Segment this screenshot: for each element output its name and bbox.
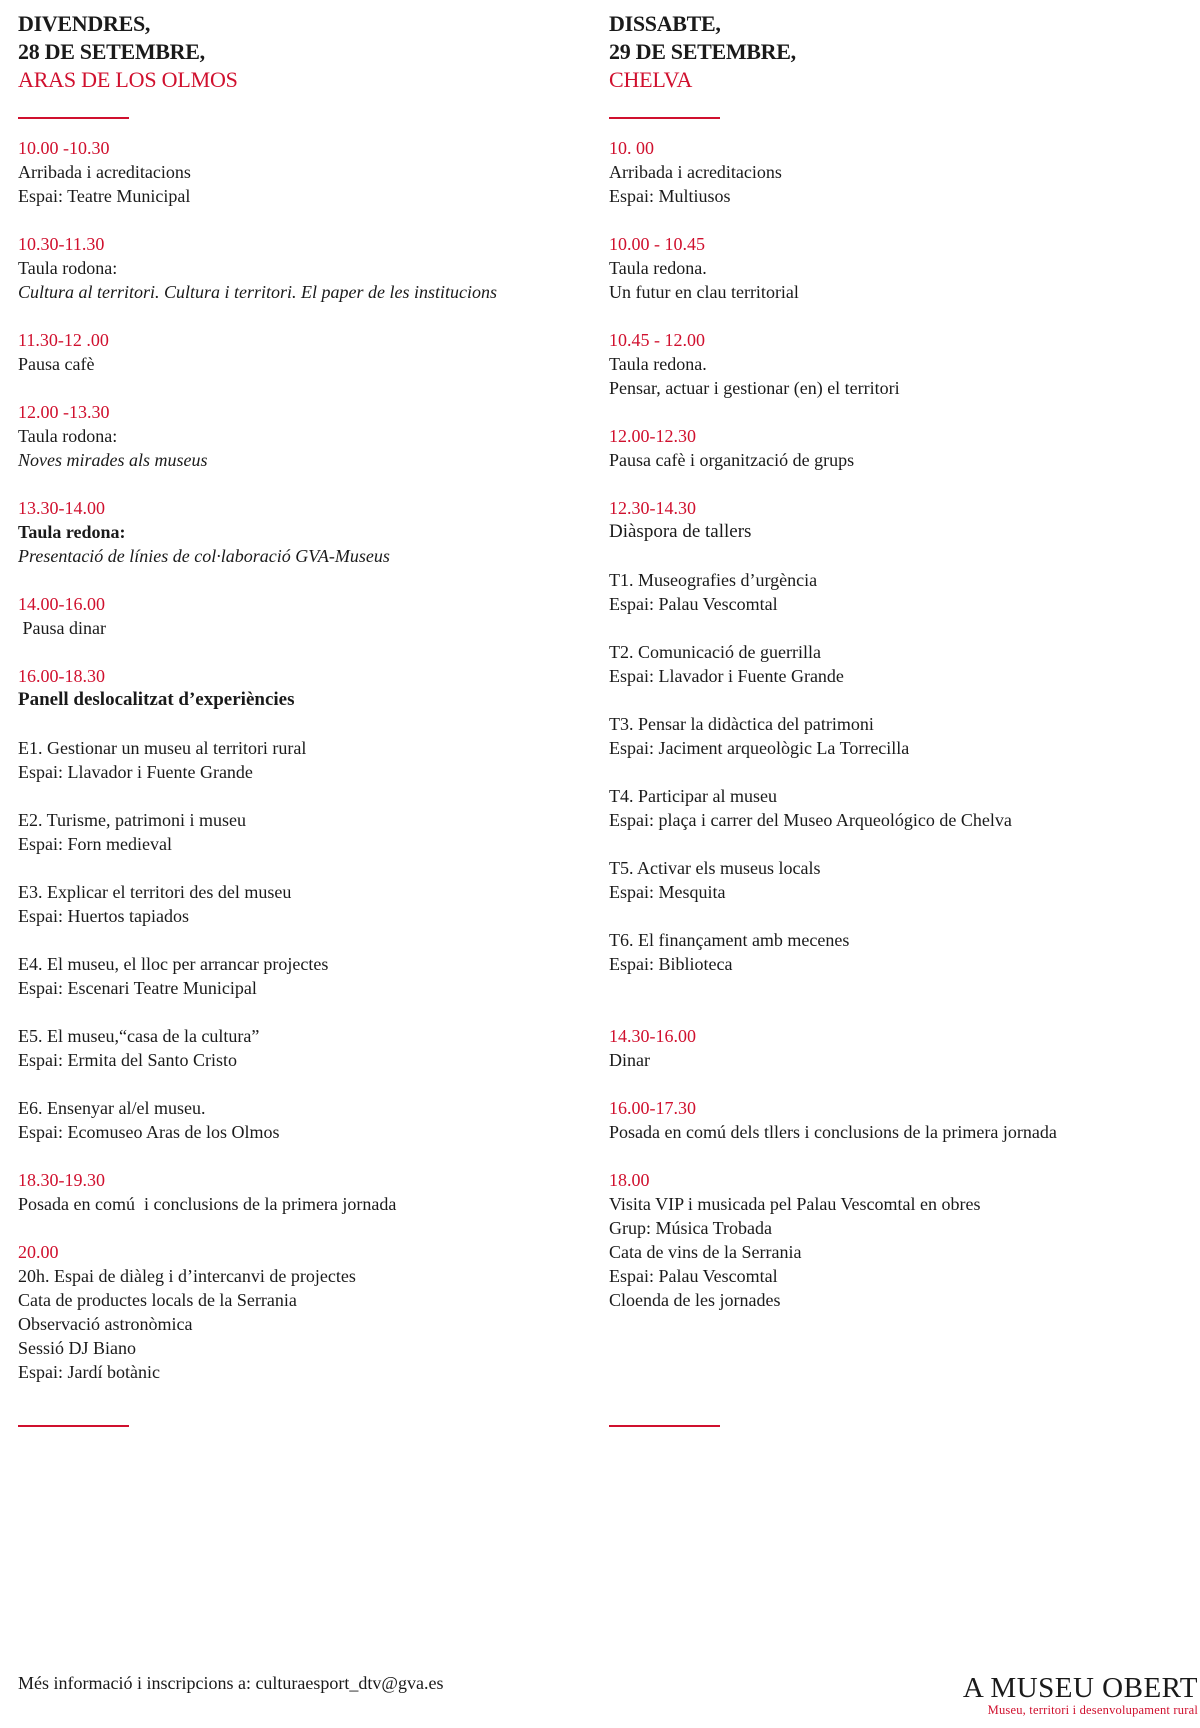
item-time: 18.30-19.30	[18, 1170, 105, 1190]
item-text: Espai: Palau Vescomtal	[609, 1266, 778, 1286]
item-time: 16.00-17.30	[609, 1098, 696, 1118]
saturday-header-rule	[609, 117, 720, 119]
friday-item-7	[18, 664, 578, 712]
experience-title: E1. Gestionar un museu al territori rural	[18, 738, 307, 758]
saturday-item-4	[609, 424, 1189, 472]
friday-late-2	[18, 1240, 578, 1384]
workshop-title: T3. Pensar la didàctica del patrimoni	[609, 714, 874, 734]
item-text: Pensar, actuar i gestionar (en) el territori	[609, 378, 900, 398]
workshop-place: Espai: Biblioteca	[609, 954, 733, 974]
friday-item-5	[18, 496, 578, 568]
workshop-title: T6. El finançament amb mecenes	[609, 930, 850, 950]
friday-date: 28 DE SETEMBRE,	[18, 39, 205, 64]
workshop-item	[609, 568, 1189, 616]
workshop-title: T4. Participar al museu	[609, 786, 777, 806]
item-text: 20h. Espai de diàleg i d’intercanvi de projectes	[18, 1266, 356, 1286]
saturday-day: DISSABTE,	[609, 11, 721, 36]
workshop-item	[609, 856, 1189, 904]
friday-column	[18, 10, 578, 1384]
friday-item-6	[18, 592, 578, 640]
item-italic-title: Presentació de línies de col·laboració GVA-Museus	[18, 546, 390, 566]
experience-title: E2. Turisme, patrimoni i museu	[18, 810, 247, 830]
item-time: 12.30-14.30	[609, 498, 696, 518]
friday-closing-rule	[18, 1425, 129, 1427]
item-text: Posada en comú dels tllers i conclusions de la primera jornada	[609, 1122, 1057, 1142]
workshop-item	[609, 784, 1189, 832]
item-text: Posada en comú i conclusions de la primera jornada	[18, 1194, 397, 1214]
friday-header-rule	[18, 117, 129, 119]
experience-title: E3. Explicar el territori des del museu	[18, 882, 292, 902]
workshop-place: Espai: Llavador i Fuente Grande	[609, 666, 844, 686]
item-text: Cloenda de les jornades	[609, 1290, 781, 1310]
workshop-place: Espai: Palau Vescomtal	[609, 594, 778, 614]
workshop-place: Espai: plaça i carrer del Museo Arqueológico de Chelva	[609, 810, 1012, 830]
item-text: Taula rodona:	[18, 426, 118, 446]
item-text: Dinar	[609, 1050, 650, 1070]
saturday-late-2	[609, 1096, 1189, 1144]
brand-logo	[938, 1673, 1198, 1717]
saturday-column	[609, 10, 1189, 1312]
experience-place: Espai: Escenari Teatre Municipal	[18, 978, 257, 998]
item-text: Un futur en clau territorial	[609, 282, 799, 302]
workshop-title: T2. Comunicació de guerrilla	[609, 642, 821, 662]
item-text: Observació astronòmica	[18, 1314, 193, 1334]
item-time: 12.00-12.30	[609, 426, 696, 446]
item-text: Taula redona.	[609, 258, 707, 278]
friday-item-4	[18, 400, 578, 472]
experience-place: Espai: Ermita del Santo Cristo	[18, 1050, 237, 1070]
experience-title: E4. El museu, el lloc per arrancar projectes	[18, 954, 329, 974]
item-bold-title: Taula redona:	[18, 522, 126, 542]
friday-late-1	[18, 1168, 578, 1216]
experience-place: Espai: Huertos tapiados	[18, 906, 189, 926]
item-time: 13.30-14.00	[18, 498, 105, 518]
friday-item-2	[18, 232, 578, 304]
item-text: Sessió DJ Biano	[18, 1338, 137, 1358]
item-time: 10.00 - 10.45	[609, 234, 705, 254]
experience-place: Espai: Forn medieval	[18, 834, 172, 854]
workshop-item	[609, 928, 1189, 976]
item-text: Cata de productes locals de la Serrania	[18, 1290, 297, 1310]
item-time: 18.00	[609, 1170, 650, 1190]
item-text: Espai: Jardí botànic	[18, 1362, 160, 1382]
workshop-item	[609, 640, 1189, 688]
item-time: 16.00-18.30	[18, 666, 105, 686]
item-time: 10. 00	[609, 138, 654, 158]
item-text: Pausa dinar	[18, 618, 106, 638]
experience-item	[18, 952, 578, 1000]
friday-item-1	[18, 136, 578, 208]
item-time: 12.00 -13.30	[18, 402, 110, 422]
saturday-item-1	[609, 136, 1189, 208]
item-time: 14.00-16.00	[18, 594, 105, 614]
experience-title: E6. Ensenyar al/el museu.	[18, 1098, 206, 1118]
saturday-item-3	[609, 328, 1189, 400]
saturday-place: CHELVA	[609, 67, 693, 92]
experience-title: E5. El museu,“casa de la cultura”	[18, 1026, 260, 1046]
workshop-item	[609, 712, 1189, 760]
friday-day: DIVENDRES,	[18, 11, 151, 36]
item-italic-title: Cultura al territori. Cultura i territori. El paper de les institucions	[18, 282, 498, 302]
item-text: Grup: Música Trobada	[609, 1218, 772, 1238]
workshop-title: T1. Museografies d’urgència	[609, 570, 818, 590]
saturday-date: 29 DE SETEMBRE,	[609, 39, 796, 64]
item-italic-title: Noves mirades als museus	[18, 450, 208, 470]
experience-item	[18, 880, 578, 928]
experience-item	[18, 808, 578, 856]
saturday-late-1	[609, 1024, 1189, 1072]
item-text: Espai: Teatre Municipal	[18, 186, 191, 206]
footer-contact-info: Més informació i inscripcions a: culturaesport_dtv@gva.es	[18, 1673, 444, 1693]
item-time: 11.30-12 .00	[18, 330, 109, 350]
experience-item	[18, 736, 578, 784]
workshop-title: T5. Activar els museus locals	[609, 858, 821, 878]
workshop-place: Espai: Mesquita	[609, 882, 726, 902]
item-text: Pausa cafè	[18, 354, 95, 374]
item-text: Taula rodona:	[18, 258, 118, 278]
item-time: 14.30-16.00	[609, 1026, 696, 1046]
friday-item-3	[18, 328, 578, 376]
item-text: Cata de vins de la Serrania	[609, 1242, 802, 1262]
workshop-place: Espai: Jaciment arqueològic La Torrecilla	[609, 738, 910, 758]
saturday-item-2	[609, 232, 1189, 304]
item-text: Diàspora de tallers	[609, 521, 752, 542]
item-text: Espai: Multiusos	[609, 186, 731, 206]
item-text: Arribada i acreditacions	[18, 162, 191, 182]
item-text: Arribada i acreditacions	[609, 162, 782, 182]
item-time: 10.45 - 12.00	[609, 330, 705, 350]
item-time: 10.00 -10.30	[18, 138, 110, 158]
experience-item	[18, 1096, 578, 1144]
saturday-closing-rule	[609, 1425, 720, 1427]
brand-subtitle: Museu, territori i desenvolupament rural	[987, 1703, 1198, 1717]
item-text: Visita VIP i musicada pel Palau Vescomtal en obres	[609, 1194, 981, 1214]
experience-item	[18, 1024, 578, 1072]
item-text: Pausa cafè i organització de grups	[609, 450, 855, 470]
item-time: 20.00	[18, 1242, 59, 1262]
brand-title: A MUSEU OBERT	[962, 1672, 1198, 1704]
item-bold-title: Panell deslocalitzat d’experiències	[18, 689, 295, 710]
experience-place: Espai: Ecomuseo Aras de los Olmos	[18, 1122, 280, 1142]
saturday-item-5	[609, 496, 1189, 544]
friday-place: ARAS DE LOS OLMOS	[18, 67, 238, 92]
item-text: Taula redona.	[609, 354, 707, 374]
experience-place: Espai: Llavador i Fuente Grande	[18, 762, 253, 782]
saturday-late-3	[609, 1168, 1189, 1312]
item-time: 10.30-11.30	[18, 234, 105, 254]
